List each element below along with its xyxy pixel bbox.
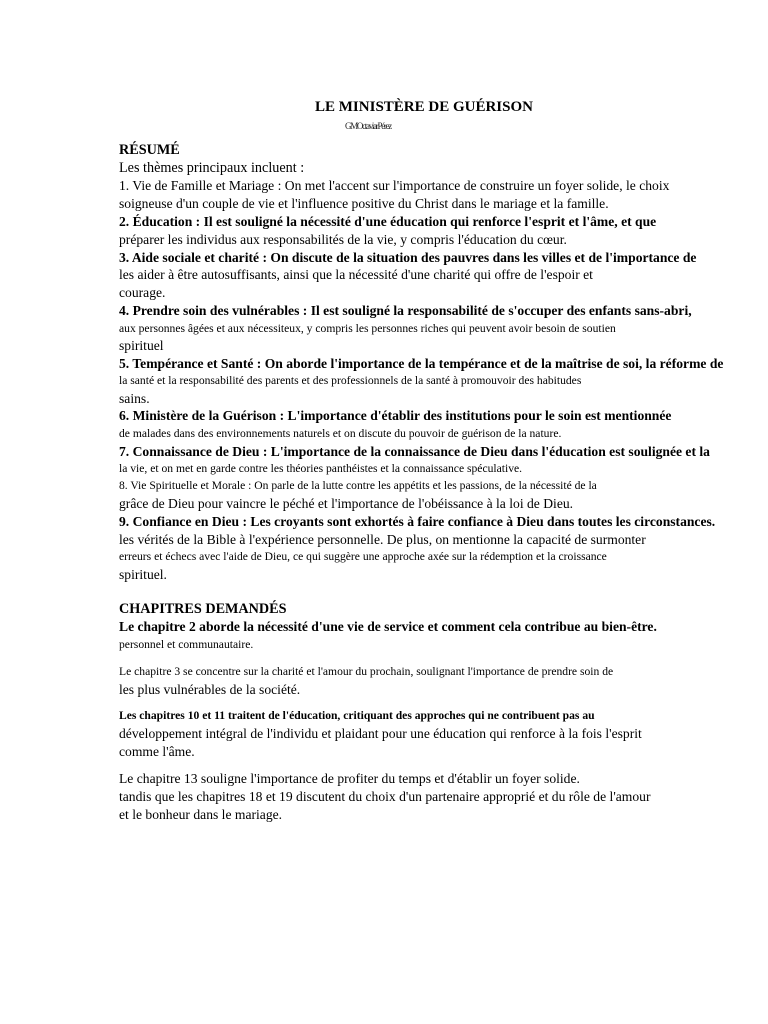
resume-line: 5. Tempérance et Santé : On aborde l'importance de la tempérance et de la maîtrise de soi, la réforme de (119, 356, 724, 371)
resume-line: spirituel (119, 338, 164, 353)
chapter-line: et le bonheur dans le mariage. (119, 807, 283, 822)
resume-line: courage. (119, 285, 166, 300)
resume-line: la vie, et on met en garde contre les théories panthéistes et la connaissance spéculative. (119, 462, 523, 475)
resume-line: 2. Éducation : Il est souligné la nécessité d'une éducation qui renforce l'esprit et l'âme, et que (119, 214, 657, 229)
resume-line: les vérités de la Bible à l'expérience personnelle. De plus, on mentionne la capacité de surmonter (119, 532, 646, 547)
chapter-line: les plus vulnérables de la société. (119, 682, 301, 697)
chapter-line: Les chapitres 10 et 11 traitent de l'éducation, critiquant des approches qui ne contribuent pas au (119, 709, 595, 722)
resume-line: les aider à être autosuffisants, ainsi que la nécessité d'une charité qui offre de l'espoir et (119, 267, 593, 282)
chapter-line: Le chapitre 2 aborde la nécessité d'une vie de service et comment cela contribue au bien-être. (119, 619, 657, 634)
chapter-line: personnel et communautaire. (119, 638, 254, 651)
resume-line: 1. Vie de Famille et Mariage : On met l'accent sur l'importance de construire un foyer solide, le choix (119, 178, 670, 193)
resume-line: 7. Connaissance de Dieu : L'importance de la connaissance de Dieu dans l'éducation est soulignée et la (119, 444, 710, 459)
resume-line: grâce de Dieu pour vaincre le péché et l'importance de l'obéissance à la loi de Dieu. (119, 496, 574, 511)
chapter-line: comme l'âme. (119, 744, 195, 759)
chapter-line: Le chapitre 3 se concentre sur la charité et l'amour du prochain, soulignant l'importance de prendre soin de (119, 665, 614, 678)
chapter-line: tandis que les chapitres 18 et 19 discutent du choix d'un partenaire approprié et du rôle de l'amour (119, 789, 651, 804)
document-title: LE MINISTÈRE DE GUÉRISON (315, 99, 533, 115)
chapter-line: Le chapitre 13 souligne l'importance de profiter du temps et d'établir un foyer solide. (119, 771, 580, 786)
resume-line: erreurs et échecs avec l'aide de Dieu, ce qui suggère une approche axée sur la rédemption et la croissance (119, 550, 607, 563)
resume-line: spirituel. (119, 567, 167, 582)
resume-heading: RÉSUMÉ (119, 142, 180, 158)
chapter-line: développement intégral de l'individu et plaidant pour une éducation qui renforce à la fois l'esprit (119, 726, 642, 741)
resume-line: 6. Ministère de la Guérison : L'importance d'établir des institutions pour le soin est mentionnée (119, 408, 672, 423)
resume-line: 3. Aide sociale et charité : On discute de la situation des pauvres dans les villes et de l'importance de (119, 250, 697, 265)
resume-line: de malades dans des environnements naturels et on discute du pouvoir de guérison de la nature. (119, 427, 562, 440)
resume-line: sains. (119, 391, 150, 406)
resume-line: aux personnes âgées et aux nécessiteux, y compris les personnes riches qui peuvent avoir besoin de soutien (119, 322, 616, 335)
resume-line: la santé et la responsabilité des parents et des professionnels de la santé à promouvoir des habitudes (119, 374, 582, 387)
resume-line: préparer les individus aux responsabilités de la vie, y compris l'éducation du cœur. (119, 232, 567, 247)
resume-line: 4. Prendre soin des vulnérables : Il est souligné la responsabilité de s'occuper des enfants sans-abri, (119, 303, 692, 318)
resume-line: soigneuse d'un couple de vie et l'influence positive du Christ dans le mariage et la famille. (119, 196, 609, 211)
resume-line: 8. Vie Spirituelle et Morale : On parle de la lutte contre les appétits et les passions, de la nécessité de la (119, 479, 597, 492)
chapters-heading: CHAPITRES DEMANDÉS (119, 601, 287, 617)
author-line: GMOctaviarPérez (345, 121, 391, 131)
resume-line: 9. Confiance en Dieu : Les croyants sont exhortés à faire confiance à Dieu dans toutes les circonstances. (119, 514, 716, 529)
resume-intro: Les thèmes principaux incluent : (119, 160, 305, 176)
